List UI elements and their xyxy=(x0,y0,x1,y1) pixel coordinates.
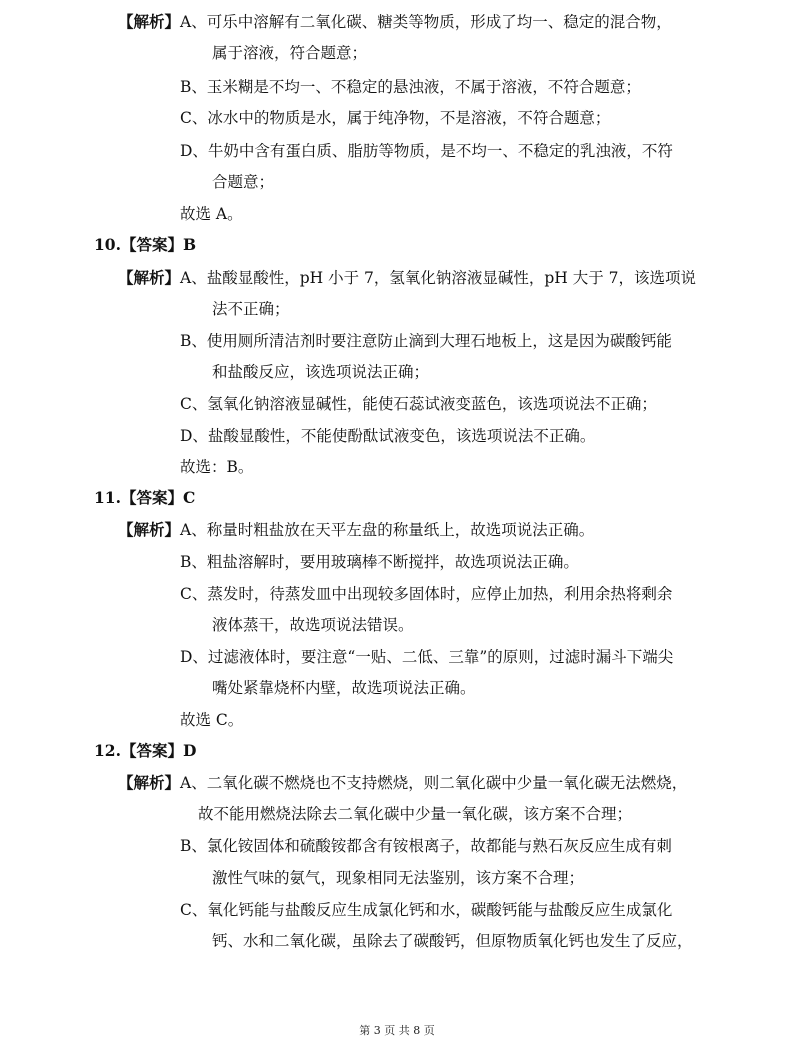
q11-option-c: C、蒸发时，待蒸发皿中出现较多固体时，应停止加热，利用余热将剩余 xyxy=(180,585,673,603)
q12-answer-line xyxy=(94,741,196,761)
q12-option-c-cont: 钙、水和二氧化碳，虽除去了碳酸钙，但原物质氧化钙也发生了反应， xyxy=(212,932,693,950)
q11-option-d-cont: 嘴处紧靠烧杯内壁，故选项说法正确。 xyxy=(212,679,476,697)
q9-option-c: C、冰水中的物质是水，属于纯净物，不是溶液，不符合题意； xyxy=(180,109,611,127)
q12-number: 12. xyxy=(94,741,121,760)
q11-option-a-text: A、称量时粗盐放在天平左盘的称量纸上，故选项说法正确。 xyxy=(180,521,595,539)
analysis-label: 【解析】 xyxy=(118,268,181,287)
q10-option-a-text: A、盐酸显酸性，pH 小于 7，氢氧化钠溶液显碱性，pH 大于 7，该选项说 xyxy=(180,269,697,287)
q10-option-b: B、使用厕所清洁剂时要注意防止滴到大理石地板上，这是因为碳酸钙能 xyxy=(180,332,672,350)
q10-answer-line xyxy=(94,235,196,255)
q12-option-c: C、氧化钙能与盐酸反应生成氯化钙和水，碳酸钙能与盐酸反应生成氯化 xyxy=(180,901,673,919)
q11-option-c-cont: 液体蒸干，故选项说法错误。 xyxy=(212,616,414,634)
answer-label: 【答案】 xyxy=(120,741,183,760)
analysis-label: 【解析】 xyxy=(118,12,181,31)
q9-option-a-cont: 属于溶液，符合题意； xyxy=(212,44,368,62)
analysis-label: 【解析】 xyxy=(118,773,181,792)
q12-option-b: B、氯化铵固体和硫酸铵都含有铵根离子，故都能与熟石灰反应生成有刺 xyxy=(180,837,672,855)
q12-option-a-text: A、二氧化碳不燃烧也不支持燃烧，则二氧化碳中少量一氧化碳无法燃烧， xyxy=(180,774,688,792)
q11-conclusion: 故选 C。 xyxy=(180,711,244,729)
q10-answer: B xyxy=(182,235,197,254)
q12-option-b-cont: 激性气味的氨气，现象相同无法鉴别，该方案不合理； xyxy=(212,869,585,887)
q10-conclusion: 故选：B。 xyxy=(180,458,254,476)
q12-option-a-cont: 故不能用燃烧法除去二氧化碳中少量一氧化碳，该方案不合理； xyxy=(198,805,633,823)
q11-answer-line xyxy=(94,488,195,508)
q11-analysis-line-a xyxy=(118,520,594,540)
q9-conclusion: 故选 A。 xyxy=(180,205,243,223)
q10-option-a-cont: 法不正确； xyxy=(212,300,290,318)
q11-option-d: D、过滤液体时，要注意“一贴、二低、三靠”的原则，过滤时漏斗下端尖 xyxy=(180,648,674,666)
q12-analysis-line-a1 xyxy=(118,773,687,793)
q11-option-b: B、粗盐溶解时，要用玻璃棒不断搅拌，故选项说法正确。 xyxy=(180,553,579,571)
q10-analysis-line-a1 xyxy=(118,268,696,288)
answer-label: 【答案】 xyxy=(120,488,183,507)
q10-number: 10. xyxy=(94,235,121,254)
q9-option-b: B、玉米糊是不均一、不稳定的悬浊液，不属于溶液，不符合题意； xyxy=(180,78,641,96)
q10-option-b-cont: 和盐酸反应，该选项说法正确； xyxy=(212,363,430,381)
q10-option-c: C、氢氧化钠溶液显碱性，能使石蕊试液变蓝色，该选项说法不正确； xyxy=(180,395,657,413)
q9-option-d-cont: 合题意； xyxy=(212,173,275,191)
q9-analysis-line-a1 xyxy=(118,12,672,32)
q12-answer: D xyxy=(182,741,197,760)
q11-number: 11. xyxy=(94,488,121,507)
q11-answer: C xyxy=(182,488,196,507)
q10-option-d: D、盐酸显酸性，不能使酚酞试液变色，该选项说法不正确。 xyxy=(180,427,596,445)
page-footer: 第 3 页 共 8 页 xyxy=(359,1024,435,1037)
answer-label: 【答案】 xyxy=(120,235,183,254)
q9-option-a-text: A、可乐中溶解有二氧化碳、糖类等物质，形成了均一、稳定的混合物， xyxy=(180,13,672,31)
analysis-label: 【解析】 xyxy=(118,520,181,539)
q9-option-d: D、牛奶中含有蛋白质、脂肪等物质，是不均一、不稳定的乳浊液，不符 xyxy=(180,142,673,160)
